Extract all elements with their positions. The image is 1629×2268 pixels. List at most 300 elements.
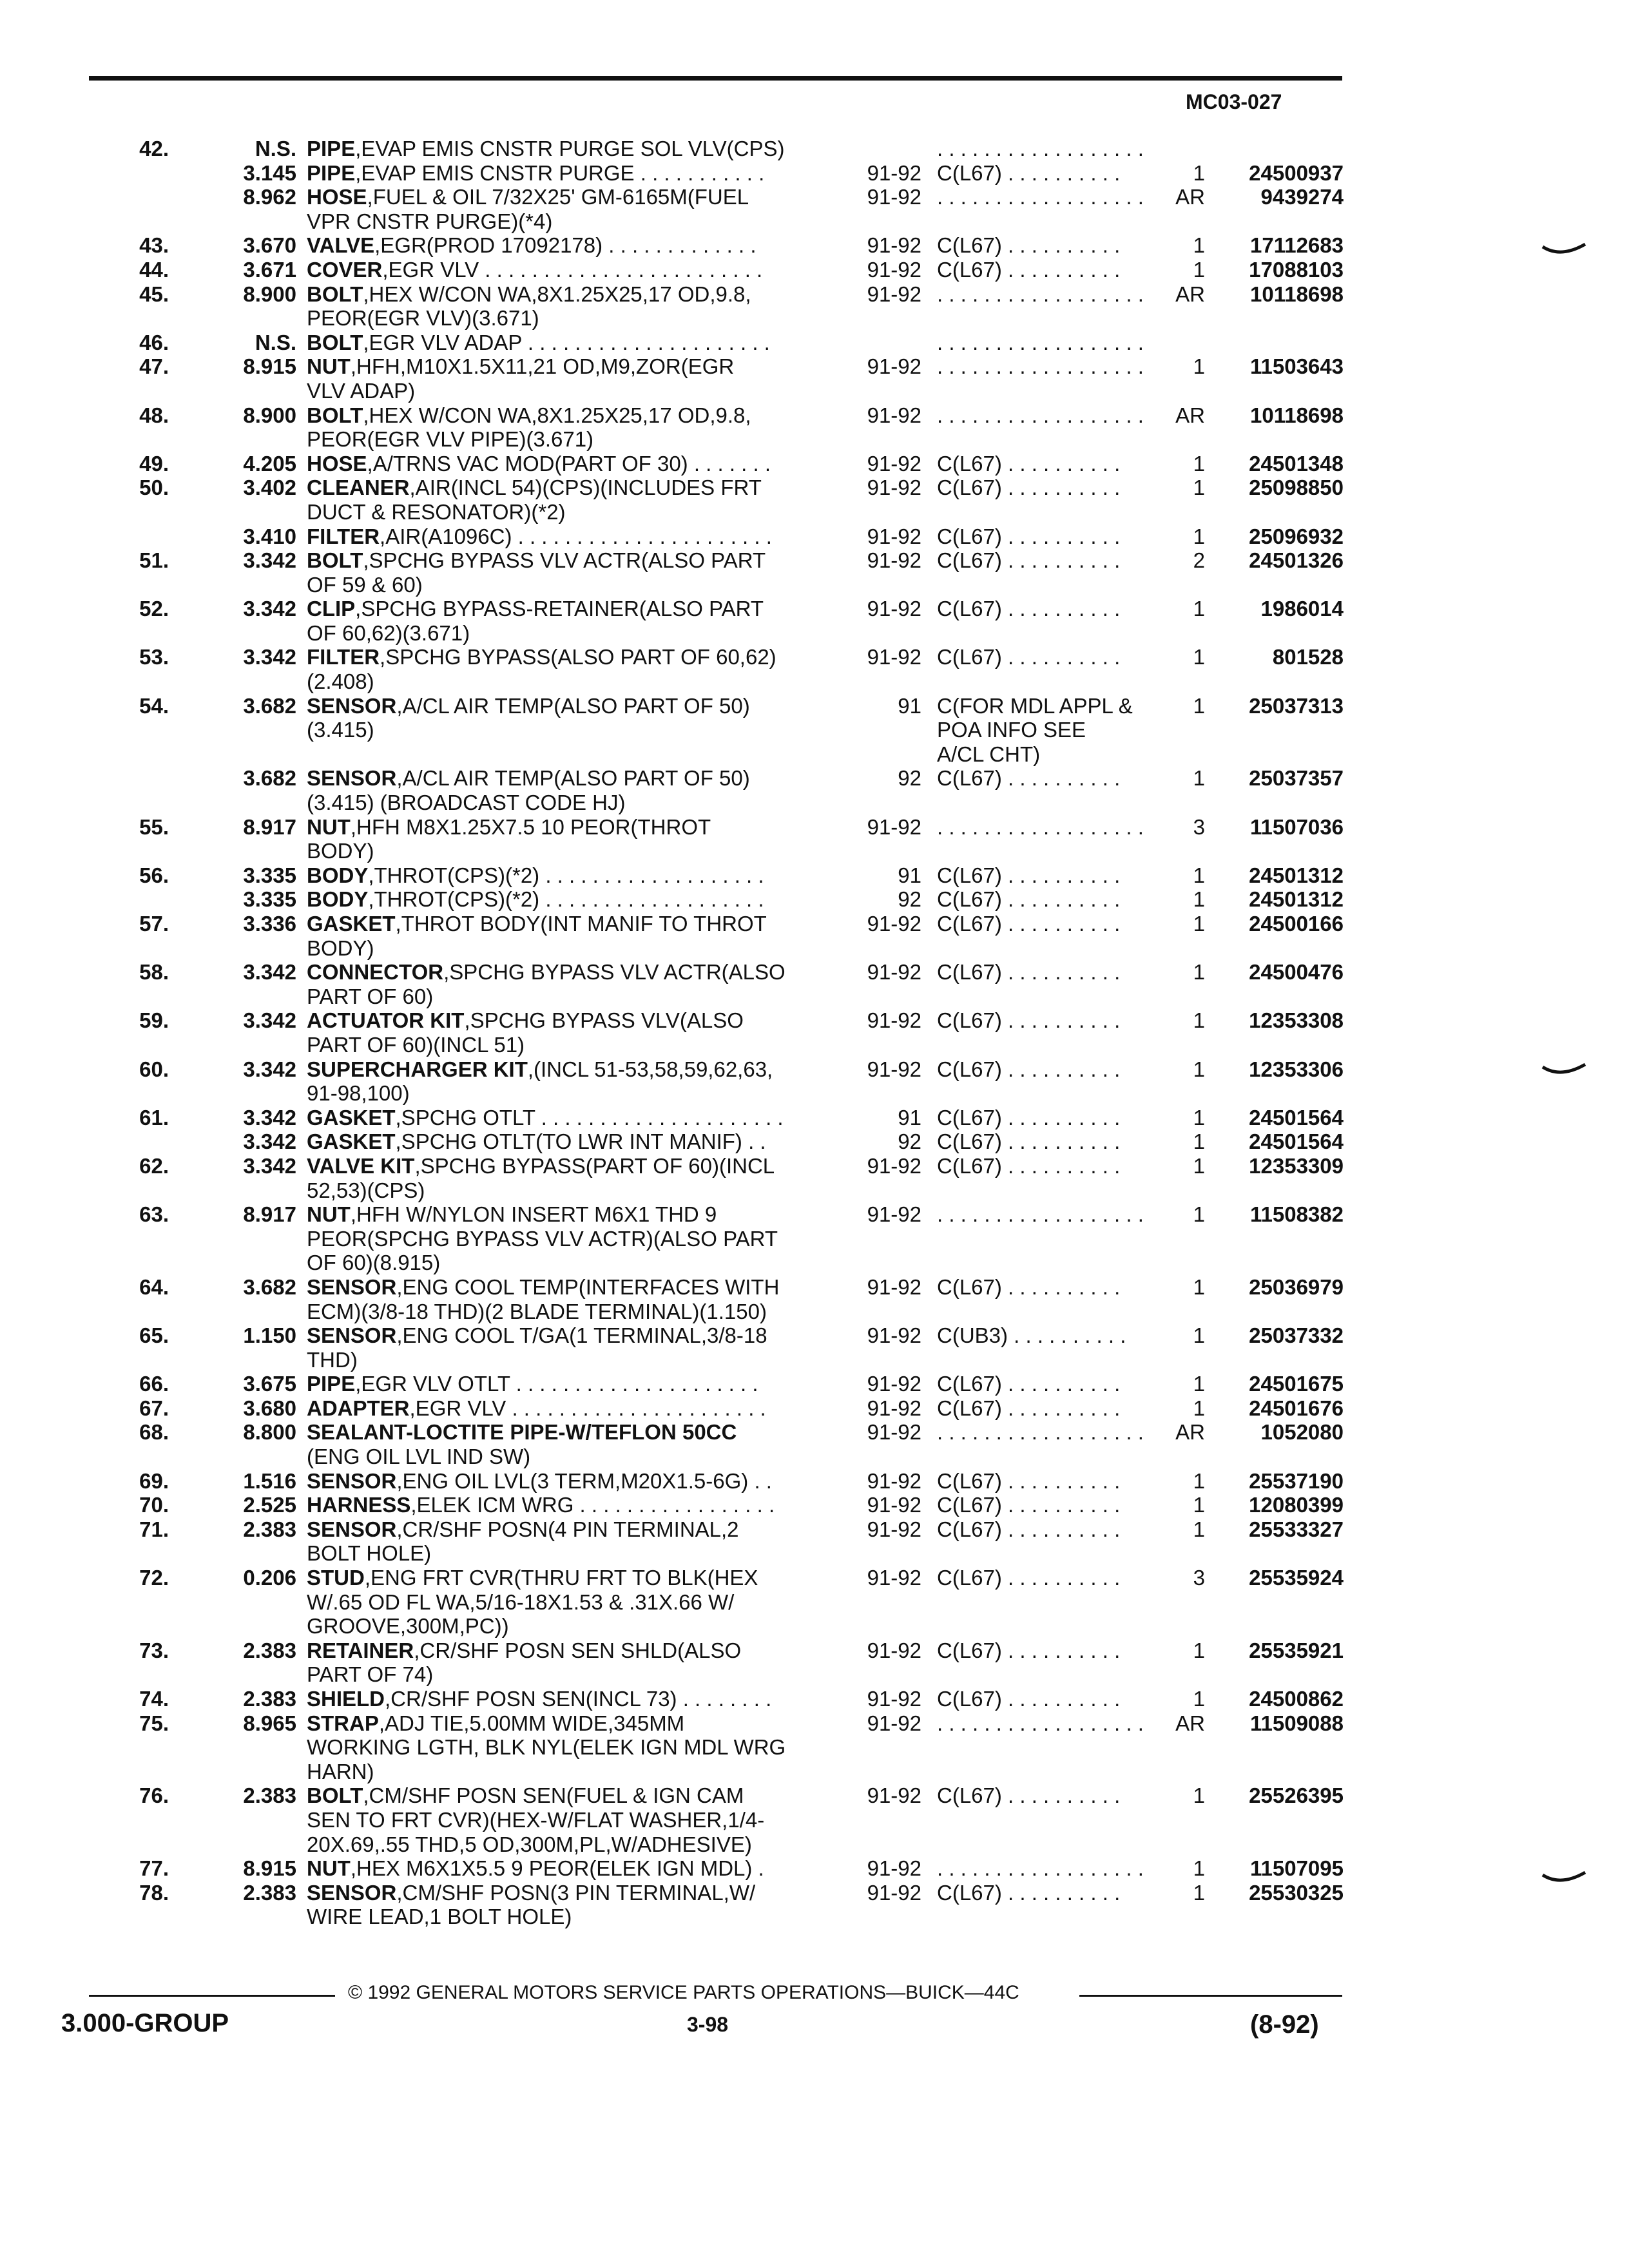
part-description: ,CR/SHF POSN(4 PIN TERMINAL,2 <box>396 1517 739 1541</box>
part-description: ,SPCHG BYPASS VLV ACTR(ALSO <box>443 960 786 985</box>
item-number: 62. <box>139 1153 169 1178</box>
quantity: 1 <box>1193 233 1205 258</box>
option-code: C(L67) . . . . . . . . . . <box>937 1687 1121 1711</box>
part-name: COVER <box>307 257 383 282</box>
description <box>307 1323 842 1348</box>
model-years: 91-92 <box>867 451 921 476</box>
description <box>307 815 842 840</box>
model-years: 92 <box>898 766 921 791</box>
table-row <box>0 1202 1629 1227</box>
part-number: 11508382 <box>1249 1202 1344 1227</box>
option-code: . . . . . . . . . . . . . . . . . . <box>937 354 1144 379</box>
description <box>307 1662 842 1687</box>
part-number: 25036979 <box>1249 1274 1344 1299</box>
part-name: FILTER <box>307 645 380 669</box>
margin-tick-mark <box>1541 1870 1586 1888</box>
quantity: AR <box>1175 185 1205 209</box>
model-years: 91 <box>898 863 921 887</box>
group-number: 3.682 <box>243 693 296 718</box>
part-name: RETAINER <box>307 1638 414 1662</box>
part-description: PEOR(SPCHG BYPASS VLV ACTR)(ALSO PART <box>307 1226 778 1251</box>
quantity: AR <box>1175 403 1205 427</box>
table-row <box>0 1129 1629 1154</box>
group-number: 3.670 <box>243 233 296 258</box>
item-number: 67. <box>139 1396 169 1420</box>
option-code: C(UB3) . . . . . . . . . . <box>937 1323 1126 1348</box>
part-name: SENSOR <box>307 693 397 718</box>
description <box>307 1008 842 1033</box>
item-number: 44. <box>139 257 169 282</box>
group-number: 3.402 <box>243 476 296 500</box>
item-number: 60. <box>139 1057 169 1081</box>
group-number: 2.383 <box>243 1783 296 1808</box>
quantity: 1 <box>1193 1323 1205 1348</box>
model-years: 91-92 <box>867 282 921 306</box>
part-number: 24501348 <box>1249 451 1344 476</box>
description <box>307 548 842 573</box>
model-years: 91-92 <box>867 185 921 209</box>
part-description: ,HFH,M10X1.5X11,21 OD,M9,ZOR(EGR <box>350 354 735 379</box>
option-code: . . . . . . . . . . . . . . . . . . <box>937 814 1144 839</box>
part-description: ,ENG OIL LVL(3 TERM,M20X1.5-6G) . . <box>396 1468 772 1493</box>
quantity: 1 <box>1193 1057 1205 1081</box>
item-number: 63. <box>139 1202 169 1227</box>
quantity: 1 <box>1193 1687 1205 1711</box>
part-name: NUT <box>307 1202 351 1227</box>
table-row <box>0 718 1629 742</box>
footer-group: 3.000-GROUP <box>61 2009 229 2037</box>
description <box>307 1808 842 1832</box>
table-row <box>0 476 1629 500</box>
group-number: 3.336 <box>243 912 296 936</box>
item-number: 69. <box>139 1468 169 1493</box>
part-number: 17112683 <box>1249 233 1344 258</box>
quantity: 1 <box>1193 1783 1205 1808</box>
table-row <box>0 1178 1629 1203</box>
group-number: 3.342 <box>243 1105 296 1129</box>
table-row <box>0 500 1629 524</box>
table-row <box>0 427 1629 452</box>
part-description: (3.415) (BROADCAST CODE HJ) <box>307 791 626 815</box>
group-number: 8.900 <box>243 403 296 427</box>
part-description: ,A/TRNS VAC MOD(PART OF 30) . . . . . . . <box>367 451 771 476</box>
group-number: 8.917 <box>243 814 296 839</box>
part-description: ,CM/SHF POSN(3 PIN TERMINAL,W/ <box>396 1880 756 1905</box>
part-name: BOLT <box>307 1783 363 1808</box>
quantity: 3 <box>1193 814 1205 839</box>
description <box>307 645 842 669</box>
model-years: 91-92 <box>867 548 921 573</box>
part-description: BODY) <box>307 936 374 960</box>
option-code: C(L67) . . . . . . . . . . <box>937 1493 1121 1517</box>
table-row <box>0 694 1629 718</box>
table-row <box>0 1300 1629 1324</box>
model-years: 91-92 <box>867 1420 921 1445</box>
description <box>307 209 842 234</box>
part-description: ,AIR(INCL 54)(CPS)(INCLUDES FRT <box>409 476 762 500</box>
part-number: 11507036 <box>1249 814 1344 839</box>
part-description: WORKING LGTH, BLK NYL(ELEK IGN MDL WRG <box>307 1735 786 1760</box>
description <box>307 1154 842 1178</box>
quantity: 1 <box>1193 1274 1205 1299</box>
group-number: 3.682 <box>243 1274 296 1299</box>
model-years: 91-92 <box>867 1153 921 1178</box>
item-number: 50. <box>139 476 169 500</box>
table-row <box>0 1760 1629 1784</box>
description <box>307 1687 842 1711</box>
table-row <box>0 1033 1629 1057</box>
quantity: 1 <box>1193 645 1205 669</box>
model-years: 91-92 <box>867 160 921 185</box>
quantity: 1 <box>1193 1129 1205 1154</box>
option-code: C(FOR MDL APPL & <box>937 693 1133 718</box>
option-code: C(L67) . . . . . . . . . . <box>937 1566 1121 1590</box>
model-years: 91-92 <box>867 1687 921 1711</box>
part-number: 11503643 <box>1249 354 1344 379</box>
description <box>307 1227 842 1251</box>
description <box>307 1541 842 1566</box>
group-number: 2.383 <box>243 1638 296 1662</box>
part-description: OF 60,62)(3.671) <box>307 620 470 645</box>
part-description: ,EGR VLV . . . . . . . . . . . . . . . . . . . . . . <box>409 1396 766 1420</box>
option-code: C(L67) . . . . . . . . . . <box>937 912 1121 936</box>
group-number: 8.965 <box>243 1711 296 1735</box>
part-number: 1052080 <box>1260 1420 1344 1445</box>
option-code: C(L67) . . . . . . . . . . <box>937 524 1121 548</box>
part-description: ,CR/SHF POSN SEN(INCL 73) . . . . . . . . <box>385 1687 772 1711</box>
table-row <box>0 1808 1629 1832</box>
item-number: 58. <box>139 960 169 985</box>
description <box>307 1300 842 1324</box>
option-code: C(L67) . . . . . . . . . . <box>937 451 1121 476</box>
quantity: 1 <box>1193 524 1205 548</box>
description <box>307 936 842 961</box>
option-code: C(L67) . . . . . . . . . . <box>937 160 1121 185</box>
quantity: 1 <box>1193 160 1205 185</box>
model-years: 91-92 <box>867 1372 921 1396</box>
description <box>307 1445 842 1469</box>
part-description: ,ELEK ICM WRG . . . . . . . . . . . . . . . . . <box>410 1493 775 1517</box>
margin-tick-mark <box>1541 242 1586 260</box>
part-description: ,A/CL AIR TEMP(ALSO PART OF 50) <box>396 766 750 791</box>
part-name: SENSOR <box>307 1323 397 1348</box>
table-row <box>0 185 1629 209</box>
part-description: ,SPCHG BYPASS VLV ACTR(ALSO PART <box>363 548 766 573</box>
model-years: 91-92 <box>867 524 921 548</box>
part-name: CLEANER <box>307 476 410 500</box>
table-row <box>0 1856 1629 1881</box>
table-row <box>0 1372 1629 1396</box>
item-number: 53. <box>139 645 169 669</box>
table-row <box>0 621 1629 646</box>
part-name: BODY <box>307 863 369 887</box>
table-row <box>0 1493 1629 1517</box>
part-description: ,HEX W/CON WA,8X1.25X25,17 OD,9.8, <box>363 403 751 427</box>
quantity: 1 <box>1193 1880 1205 1905</box>
part-number: 9439274 <box>1260 185 1344 209</box>
table-row <box>0 1639 1629 1663</box>
description <box>307 621 842 646</box>
item-number: 56. <box>139 863 169 887</box>
part-name: NUT <box>307 814 351 839</box>
model-years: 91-92 <box>867 257 921 282</box>
description <box>307 1735 842 1760</box>
margin-tick-mark <box>1541 1062 1586 1080</box>
model-years: 91-92 <box>867 1517 921 1541</box>
table-row <box>0 839 1629 863</box>
item-number: 70. <box>139 1493 169 1517</box>
group-number: 3.342 <box>243 1008 296 1033</box>
quantity: 1 <box>1193 1105 1205 1129</box>
quantity: 1 <box>1193 1008 1205 1033</box>
description <box>307 1057 842 1082</box>
table-row <box>0 137 1629 161</box>
quantity: 1 <box>1193 476 1205 500</box>
part-name: GASKET <box>307 1105 396 1129</box>
option-code: C(L67) . . . . . . . . . . <box>937 960 1121 985</box>
group-number: 3.145 <box>243 160 296 185</box>
part-number: 25526395 <box>1249 1783 1344 1808</box>
table-row <box>0 1905 1629 1929</box>
group-number: 3.680 <box>243 1396 296 1420</box>
part-number: 24500937 <box>1249 160 1344 185</box>
part-number: 25037313 <box>1249 693 1344 718</box>
option-code: C(L67) . . . . . . . . . . <box>937 1372 1121 1396</box>
table-row <box>0 1832 1629 1857</box>
table-row <box>0 1275 1629 1300</box>
quantity: 1 <box>1193 960 1205 985</box>
description <box>307 766 842 791</box>
description <box>307 258 842 282</box>
table-row <box>0 645 1629 669</box>
model-years: 91-92 <box>867 1638 921 1662</box>
part-description: 20X.69,.55 THD,5 OD,300M,PL,W/ADHESIVE) <box>307 1832 752 1856</box>
item-number: 55. <box>139 814 169 839</box>
option-code: C(L67) . . . . . . . . . . <box>937 597 1121 621</box>
group-number: 2.383 <box>243 1880 296 1905</box>
table-row <box>0 1106 1629 1130</box>
part-description: ,HEX W/CON WA,8X1.25X25,17 OD,9.8, <box>363 282 751 306</box>
part-number: 12080399 <box>1249 1493 1344 1517</box>
description <box>307 1372 842 1396</box>
parts-table <box>0 137 1629 1929</box>
group-number: 3.342 <box>243 960 296 985</box>
item-number: 46. <box>139 330 169 354</box>
part-name: ADAPTER <box>307 1396 410 1420</box>
part-name: SENSOR <box>307 1517 397 1541</box>
part-number: 24501564 <box>1249 1129 1344 1154</box>
table-row <box>0 209 1629 234</box>
item-number: 65. <box>139 1323 169 1348</box>
table-row <box>0 1469 1629 1494</box>
item-number: 72. <box>139 1566 169 1590</box>
description <box>307 1856 842 1881</box>
part-number: 11509088 <box>1249 1711 1344 1735</box>
part-number: 24500166 <box>1249 912 1344 936</box>
group-number: N.S. <box>255 137 296 160</box>
item-number: 48. <box>139 403 169 427</box>
model-years: 91-92 <box>867 814 921 839</box>
part-number: 24500476 <box>1249 960 1344 985</box>
table-row <box>0 1081 1629 1106</box>
part-description: HARN) <box>307 1759 374 1783</box>
table-row <box>0 1735 1629 1760</box>
part-number: 10118698 <box>1249 403 1344 427</box>
model-years: 91-92 <box>867 1008 921 1033</box>
item-number: 57. <box>139 912 169 936</box>
part-description: ,(INCL 51-53,58,59,62,63, <box>527 1057 773 1081</box>
option-code: A/CL CHT) <box>937 742 1041 766</box>
description <box>307 1081 842 1106</box>
description <box>307 1202 842 1227</box>
item-number: 78. <box>139 1880 169 1905</box>
part-name: SENSOR <box>307 766 397 791</box>
description <box>307 791 842 815</box>
part-number: 25537190 <box>1249 1468 1344 1493</box>
part-name: PIPE <box>307 160 356 185</box>
group-number: 1.516 <box>243 1468 296 1493</box>
option-code: C(L67) . . . . . . . . . . <box>937 548 1121 573</box>
item-number: 59. <box>139 1008 169 1033</box>
part-number: 24501312 <box>1249 887 1344 912</box>
description <box>307 887 842 912</box>
part-number: 12353306 <box>1249 1057 1344 1081</box>
part-name: BOLT <box>307 548 363 573</box>
part-description: ECM)(3/8-18 THD)(2 BLADE TERMINAL)(1.150) <box>307 1299 767 1323</box>
description <box>307 1469 842 1494</box>
part-description: ,EGR VLV ADAP . . . . . . . . . . . . . . . . . . . . . <box>363 330 770 354</box>
table-row <box>0 1445 1629 1469</box>
item-number: 51. <box>139 548 169 573</box>
description <box>307 1614 842 1639</box>
quantity: 3 <box>1193 1566 1205 1590</box>
part-name: GASKET <box>307 1129 396 1154</box>
part-number: 11507095 <box>1249 1856 1344 1881</box>
footer-copyright: © 1992 GENERAL MOTORS SERVICE PARTS OPERATIONS—BUICK—44C <box>348 1982 1019 2003</box>
description <box>307 1711 842 1736</box>
part-description: BODY) <box>307 839 374 863</box>
part-description: ,CM/SHF POSN SEN(FUEL & IGN CAM <box>363 1783 744 1808</box>
description <box>307 452 842 476</box>
part-number: 24501676 <box>1249 1396 1344 1420</box>
option-code: C(L67) . . . . . . . . . . <box>937 1129 1121 1154</box>
model-years: 91-92 <box>867 403 921 427</box>
model-years: 91-92 <box>867 1783 921 1808</box>
model-years: 91-92 <box>867 1396 921 1420</box>
part-number: 12353308 <box>1249 1008 1344 1033</box>
table-row <box>0 936 1629 961</box>
description <box>307 233 842 258</box>
part-description: ,EVAP EMIS CNSTR PURGE . . . . . . . . . . . <box>355 160 765 185</box>
table-row <box>0 960 1629 985</box>
item-number: 68. <box>139 1420 169 1445</box>
part-number: 10118698 <box>1249 282 1344 306</box>
part-description: ,SPCHG BYPASS-RETAINER(ALSO PART <box>355 597 764 621</box>
part-number: 17088103 <box>1249 257 1344 282</box>
option-code: C(L67) . . . . . . . . . . <box>937 1057 1121 1081</box>
table-row <box>0 669 1629 694</box>
part-name: CONNECTOR <box>307 960 444 985</box>
table-row <box>0 403 1629 428</box>
part-description: 52,53)(CPS) <box>307 1178 425 1202</box>
option-code: C(L67) . . . . . . . . . . <box>937 766 1121 791</box>
part-description: ,EVAP EMIS CNSTR PURGE SOL VLV(CPS) <box>355 137 785 160</box>
table-row <box>0 1614 1629 1639</box>
group-number: 0.206 <box>243 1566 296 1590</box>
option-code: C(L67) . . . . . . . . . . <box>937 1008 1121 1033</box>
part-name: VALVE <box>307 233 375 258</box>
part-name: HOSE <box>307 451 367 476</box>
option-code: C(L67) . . . . . . . . . . <box>937 233 1121 258</box>
table-row <box>0 766 1629 791</box>
group-number: 3.342 <box>243 1129 296 1154</box>
table-row <box>0 331 1629 355</box>
table-row <box>0 1566 1629 1590</box>
part-description: ,HFH M8X1.25X7.5 10 PEOR(THROT <box>350 814 711 839</box>
table-row <box>0 161 1629 186</box>
part-name: VALVE KIT <box>307 1153 415 1178</box>
part-number: 25096932 <box>1249 524 1344 548</box>
quantity: AR <box>1175 1711 1205 1735</box>
item-number: 42. <box>139 137 169 160</box>
table-row <box>0 1154 1629 1178</box>
group-number: 1.150 <box>243 1323 296 1348</box>
option-code: C(L67) . . . . . . . . . . <box>937 1517 1121 1541</box>
part-description: ,SPCHG BYPASS VLV(ALSO <box>464 1008 744 1033</box>
option-code: . . . . . . . . . . . . . . . . . . <box>937 1202 1144 1227</box>
model-years: 91-92 <box>867 1566 921 1590</box>
part-name: GASKET <box>307 912 396 936</box>
quantity: 1 <box>1193 1468 1205 1493</box>
part-name: FILTER <box>307 524 380 548</box>
description <box>307 282 842 307</box>
model-years: 91-92 <box>867 1202 921 1227</box>
model-years: 91 <box>898 693 921 718</box>
table-row <box>0 597 1629 621</box>
table-row <box>0 1057 1629 1082</box>
table-row <box>0 1881 1629 1905</box>
group-number: 3.342 <box>243 645 296 669</box>
quantity: AR <box>1175 1420 1205 1445</box>
quantity: 1 <box>1193 257 1205 282</box>
part-number: 24501564 <box>1249 1105 1344 1129</box>
part-name: PIPE <box>307 1372 356 1396</box>
table-row <box>0 524 1629 549</box>
table-row <box>0 863 1629 888</box>
quantity: AR <box>1175 282 1205 306</box>
part-description: PART OF 60)(INCL 51) <box>307 1032 525 1057</box>
description <box>307 1566 842 1590</box>
table-row <box>0 1323 1629 1348</box>
table-row <box>0 1662 1629 1687</box>
model-years: 92 <box>898 1129 921 1154</box>
description <box>307 985 842 1009</box>
item-number: 64. <box>139 1274 169 1299</box>
item-number: 49. <box>139 451 169 476</box>
part-name: HARNESS <box>307 1493 411 1517</box>
description <box>307 161 842 186</box>
item-number: 77. <box>139 1856 169 1881</box>
group-number: 3.410 <box>243 524 296 548</box>
table-row <box>0 1008 1629 1033</box>
description <box>307 912 842 936</box>
model-years: 91-92 <box>867 912 921 936</box>
part-description: ,SPCHG OTLT . . . . . . . . . . . . . . . . . . . . . <box>395 1105 784 1129</box>
part-name: SEALANT-LOCTITE PIPE-W/TEFLON 50CC <box>307 1420 737 1445</box>
part-description: ,EGR(PROD 17092178) . . . . . . . . . . . . . <box>374 233 757 258</box>
part-description: PEOR(EGR VLV PIPE)(3.671) <box>307 427 594 452</box>
description <box>307 1783 842 1808</box>
